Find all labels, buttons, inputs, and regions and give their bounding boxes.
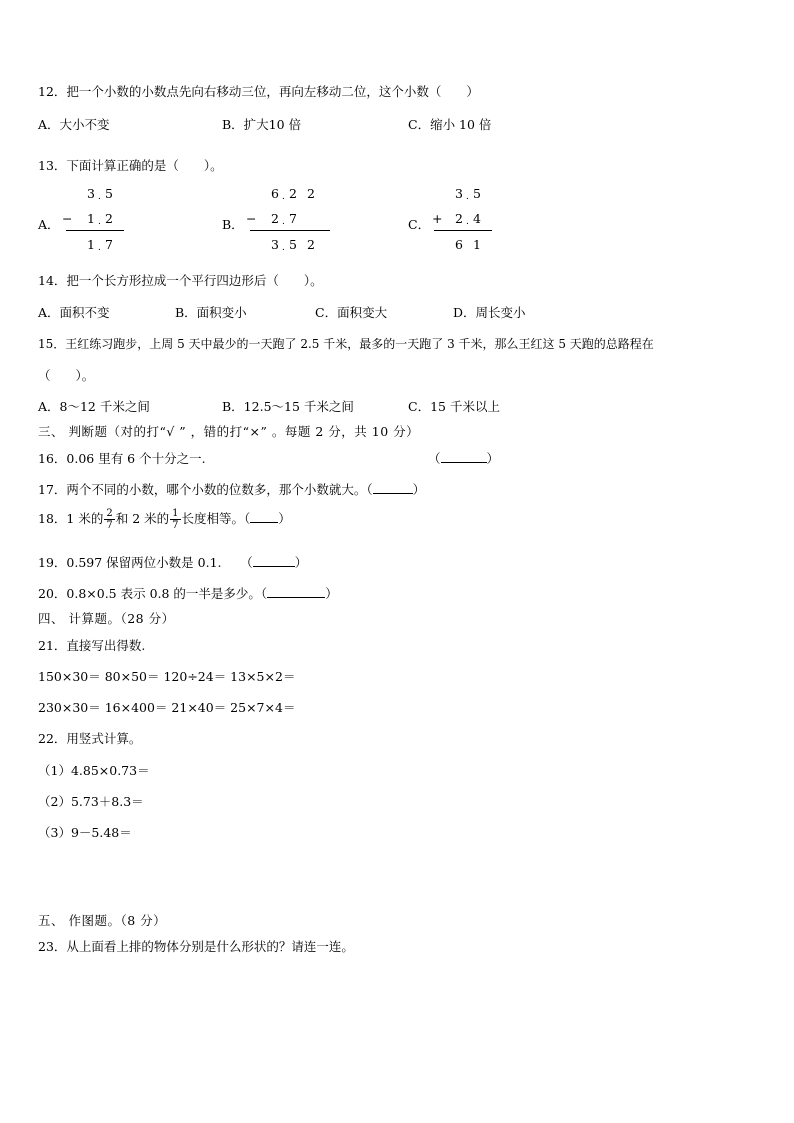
open-bracket: （ — [428, 451, 441, 466]
digit: 5 — [105, 186, 113, 201]
digit: 2 — [105, 211, 113, 226]
digit: 3 — [271, 237, 279, 252]
q13-stem: 13．下面计算正确的是（ ）。 — [38, 158, 223, 173]
q15-option-c: C．15 千米以上 — [408, 399, 500, 414]
q19-stem — [38, 553, 307, 571]
decimal-point: . — [98, 192, 101, 202]
q16-stem: 16．0.06 里有 6 个十分之一. — [38, 451, 206, 466]
q12-stem: 12．把一个小数的小数点先向右移动三位，再向左移动二位，这个小数（ ） — [38, 84, 479, 99]
close-bracket: ） — [486, 451, 500, 466]
q14-option-a: A．面积不变 — [38, 305, 110, 320]
q22-item-2: （2）5.73＋8.3＝ — [38, 794, 144, 809]
q13-label-a: A． — [38, 217, 60, 232]
q16-answer-blank[interactable] — [428, 449, 499, 467]
answer-line[interactable] — [253, 554, 295, 567]
fraction-one-seventh — [170, 508, 180, 531]
q15-stem-line2: （ ）。 — [38, 368, 95, 383]
q22-stem: 22．用竖式计算。 — [38, 731, 142, 746]
decimal-point: . — [98, 217, 101, 227]
digit: 4 — [473, 211, 481, 226]
q18-part1: 18．1 米的 — [38, 511, 104, 526]
q15-stem-line1: 15．王红练习跑步，上周 5 天中最少的一天跑了 2.5 千米，最多的一天跑了 3 千米，那么王红这 5 天跑的总路程在 — [38, 337, 654, 351]
q15-option-b: B．12.5～15 千米之间 — [222, 399, 354, 414]
decimal-point: . — [98, 243, 101, 253]
digit: 1 — [87, 237, 95, 252]
numerator: 1 — [172, 508, 179, 519]
digit: 7 — [289, 211, 297, 226]
q15-option-a: A．8～12 千米之间 — [38, 399, 150, 414]
decimal-point: . — [466, 217, 469, 227]
denominator: 7 — [172, 520, 179, 531]
digit: 5 — [289, 237, 297, 252]
decimal-point: . — [282, 192, 285, 202]
q21-stem: 21．直接写出得数. — [38, 638, 146, 653]
q12-option-c: C．缩小 10 倍 — [408, 117, 492, 132]
q14-stem: 14．把一个长方形拉成一个平行四边形后（ ）。 — [38, 273, 323, 288]
digit: 1 — [473, 237, 481, 252]
q17-text: 17．两个不同的小数，哪个小数的位数多，那个小数就大。（ — [38, 482, 373, 497]
q13-label-b: B． — [222, 217, 244, 232]
digit: 6 — [271, 186, 279, 201]
fraction-two-sevenths — [104, 508, 114, 531]
close-bracket: ） — [294, 555, 308, 570]
q12-option-a: A．大小不变 — [38, 117, 110, 132]
q14-option-d: D．周长变小 — [453, 305, 526, 320]
answer-line[interactable] — [441, 450, 487, 463]
q21-row-2: 230×30＝ 16×400＝ 21×40＝ 25×7×4＝ — [38, 700, 296, 715]
decimal-point: . — [282, 217, 285, 227]
digit: 5 — [473, 186, 481, 201]
close-bracket: ） — [412, 482, 426, 497]
digit: 2 — [455, 211, 463, 226]
q18-part3: 长度相等。（ — [181, 511, 251, 526]
q18-part2: 和 2 米的 — [115, 511, 170, 526]
q20-text: 20．0.8×0.5 表示 0.8 的一半是多少。（ — [38, 586, 268, 601]
digit: 2 — [271, 211, 279, 226]
q17-stem — [38, 480, 425, 498]
operator: + — [432, 211, 443, 226]
digit: 6 — [455, 237, 463, 252]
q21-row-1: 150×30＝ 80×50＝ 120÷24＝ 13×5×2＝ — [38, 669, 296, 684]
q22-item-3: （3）9－5.48＝ — [38, 825, 132, 840]
answer-line[interactable] — [250, 510, 278, 523]
section-3-heading: 三、 判断题（对的打“√ ” ，错的打“×” 。每题 2 分，共 10 分） — [38, 424, 420, 439]
operator: − — [62, 211, 73, 226]
digit: 2 — [289, 186, 297, 201]
q12-option-b: B．扩大10 倍 — [222, 117, 302, 132]
q14-option-b: B．面积变小 — [175, 305, 247, 320]
digit: 1 — [87, 211, 95, 226]
digit: 2 — [307, 186, 315, 201]
q18-stem — [38, 508, 291, 531]
digit: 7 — [105, 237, 113, 252]
digit: 3 — [87, 186, 95, 201]
close-bracket: ） — [278, 511, 291, 526]
q20-stem — [38, 584, 338, 602]
difference-line — [250, 230, 330, 231]
q14-option-c: C．面积变大 — [315, 305, 388, 320]
sum-line — [66, 230, 124, 231]
numerator: 2 — [106, 508, 113, 519]
operator: − — [246, 211, 257, 226]
q19-text: 19．0.597 保留两位小数是 0.1. （ — [38, 555, 253, 570]
section-5-heading: 五、 作图题。（8 分） — [38, 913, 167, 928]
digit: 3 — [455, 186, 463, 201]
answer-line[interactable] — [267, 585, 325, 598]
decimal-point: . — [282, 243, 285, 253]
section-4-heading: 四、 计算题。（28 分） — [38, 611, 175, 626]
digit: 2 — [307, 237, 315, 252]
answer-line[interactable] — [373, 481, 413, 494]
q13-label-c: C． — [408, 217, 431, 232]
denominator: 7 — [106, 520, 113, 531]
q23-stem: 23．从上面看上排的物体分别是什么形状的？请连一连。 — [38, 939, 354, 954]
q22-item-1: （1）4.85×0.73＝ — [38, 763, 150, 778]
close-bracket: ） — [325, 586, 338, 601]
decimal-point: . — [466, 192, 469, 202]
sum-line — [434, 230, 492, 231]
